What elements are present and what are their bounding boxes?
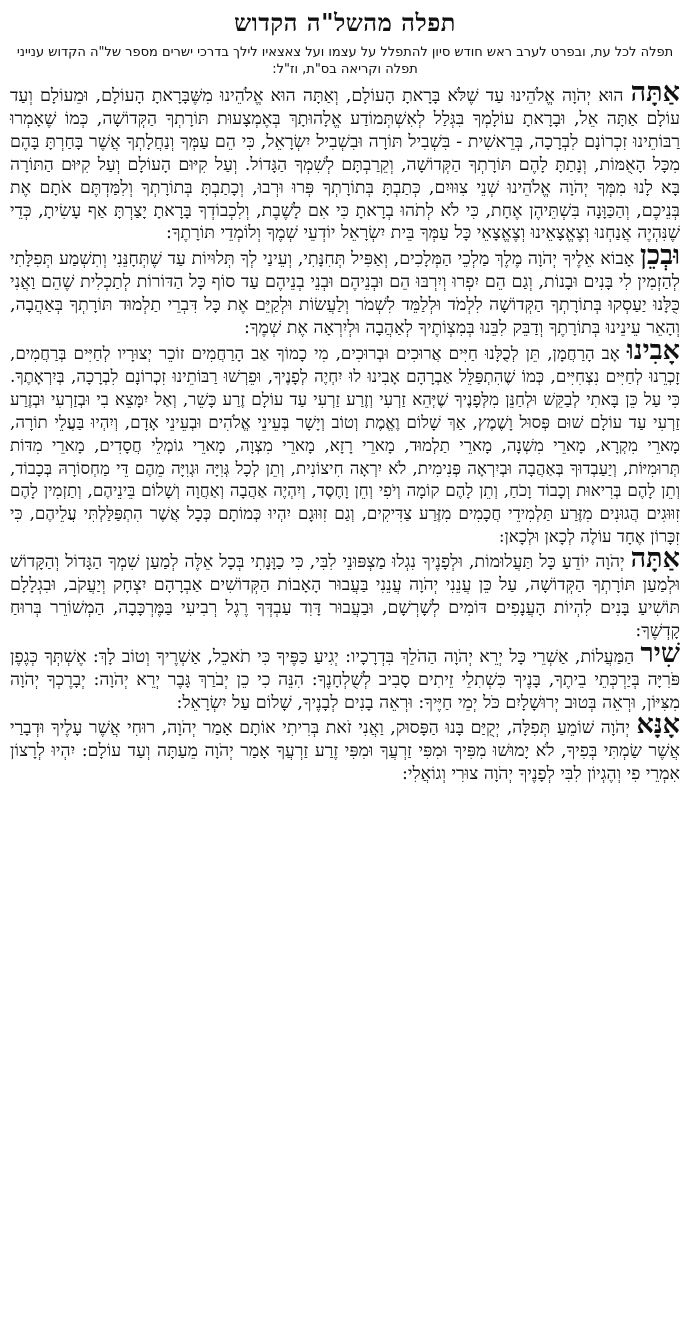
paragraph-text: אָב הָרַחֲמָן, תֵּן לְכֻלָּנוּ חַיִּים אֲרוּכִים וּבְרוּכִים, מִי כָמוֹךָ אַב הָרַחֲמִים זוֹכֵר יְצוּרָיו לְחַיִּים בְּרַחֲמִים, זָכְרֵנוּ לְחַיִּים נִצְחִיִּים, כְּמוֹ שֶׁהִתְפַּלֵּל אַבְרָהָם אָבִינוּ לוּ יִחְיֶה לְפָנֶיךָ, וּפֵרְשׁוּ רַבּוֹתֵינוּ זִכְרוֹנָם לִבְרָכָה, בְּיִרְאָתֶךָ. כִּי עַל כֵּן בָּאתִי לְבַקֵּשׁ וּלְחַנֵּן מִלְּפָנֶיךָ שֶׁיְּהֵא זַרְעִי וְזֶרַע זַרְעִי עַד עוֹלָם זֶרַע כָּשֵׁר, וְאַל יִמָּצֵא בִי וּבְזַרְעִי וּבְזֶרַע זַרְעִי עַד עוֹלָם שׁוּם פְּסוּל וָשֶׁמֶץ, אַךְ שָׁלוֹם וֶאֱמֶת וְטוֹב וְיָשָׁר בְּעֵינֵי אֱלֹהִים וּבְעֵינֵי אָדָם, וְיִהְיוּ בַּעֲלֵי תוֹרָה, מָארֵי מִקְרָא, מָארֵי מִשְׁנָה, מָארֵי תַלְמוּד, מָארֵי רָזָא, מָארֵי מִצְוָה, מָארֵי גוֹמְלֵי חֲסָדִים, מָארֵי מִדּוֹת תְּרוּמִיּוֹת, וְיַעַבְדוּךָ בְּאַהֲבָה וּבְיִרְאָה פְּנִימִית, לֹא יִרְאָה חִיצוֹנִית, וְתֵן לְכָל גְּוִיָּה וּגְוִיָּה מֵהֶם דֵּי מַחְסוֹרָהּ בְּכָבוֹד, וְתֵן לָהֶם בְּרִיאוּת וְכָבוֹד וָכֹחַ, וְתֵן לָהֶם קוֹמָה וְיֹפִי וְחֵן וָחֶסֶד, וְיִהְיֶה אַהֲבָה וְאַחֲוָה וְשָׁלוֹם בֵּינֵיהֶם, וְתַזְמִין לָהֶם זִוּוּגִים הֲגוּנִים מִזֶּרַע תַּלְמִידֵי חֲכָמִים מִזֶּרַע צַדִּיקִים, וְגַם זִוּוּגָם יִהְיוּ כְּמוֹתָם כְּכָל אֲשֶׁר הִתְפַּלַּלְתִּי עֲלֵיהֶם, כִּי זִכָּרוֹן אֶחָד עוֹלֶה לְכָאן וּלְכָאן:	[10, 342, 680, 547]
opening-word: שִׁיר	[640, 637, 680, 669]
page-title: תפלה מהשל"ה הקדוש	[234, 8, 456, 37]
paragraph-text: יְהֹוָה יוֹדֵעַ כָּל תַּעֲלוּמוֹת, וּלְפָנֶיךָ נִגְלוּ מַצְפּוּנֵי לִבִּי, כִּי כַוָּנָתִי בְּכָל אֵלֶּה לְמַעַן שִׁמְךָ הַגָּדוֹל וְהַקָּדוֹשׁ וּלְמַעַן תּוֹרָתְךָ הַקְּדוֹשָׁה, עַל כֵּן עֲנֵנִי יְהֹוָה עֲנֵנִי בַּעֲבוּר הָאָבוֹת הַקְּדוֹשִׁים אַבְרָהָם יִצְחָק וְיַעֲקֹב, וּבִגְלָלָם תּוֹשִׁיעַ בָּנִים לִהְיוֹת הָעֲנָפִים דּוֹמִים לְשָׁרְשָׁם, וּבַעֲבוּר דָּוִד עַבְדְּךָ רֶגֶל רְבִיעִי בַּמֶּרְכָּבָה, הַמְשׁוֹרֵר בְּרוּחַ קָדְשֶׁךָ:	[10, 552, 680, 641]
prayer-paragraph-2	[10, 240, 680, 340]
opening-word: אָנָּא	[636, 709, 680, 741]
paragraph-text: הַמַּעֲלוֹת, אַשְׁרֵי כָּל יְרֵא יְהֹוָה הַהֹלֵךְ בִּדְרָכָיו: יְגִיעַ כַּפֶּיךָ כִּי תֹאכֵל, אַשְׁרֶיךָ וְטוֹב לָךְ: אֶשְׁתְּךָ כְּגֶפֶן פֹּרִיָּה בְּיַרְכְּתֵי בֵיתֶךָ, בָּנֶיךָ כִּשְׁתִלֵי זֵיתִים סָבִיב לְשֻׁלְחָנֶךָ: הִנֵּה כִי כֵן יְבֹרַךְ גָּבֶר יְרֵא יְהֹוָה: יְבָרֶכְךָ יְהֹוָה מִצִּיּוֹן, וּרְאֵה בְּטוּב יְרוּשָׁלָיִם כֹּל יְמֵי חַיֶּיךָ: וּרְאֵה בָנִים לְבָנֶיךָ, שָׁלוֹם עַל יִשְׂרָאֵל:	[10, 646, 680, 713]
paragraph-text: הוּא יְהֹוָה אֱלֹהֵינוּ עַד שֶׁלֹּא בָּרָאתָ הָעוֹלָם, וְאַתָּה הוּא אֱלֹהֵינוּ מִשֶּׁבָּרָאתָ הָעוֹלָם, וּמֵעוֹלָם וְעַד עוֹלָם אַתָּה אֵל, וּבָרָאתָ עוֹלָמְךָ בִּגְּלַל לְאִשְׁתְּמוֹדַע אֱלָהוּתָךְ בְּאֶמְצָעוּת תּוֹרָתְךָ הַקְּדוֹשָׁה, כְּמוֹ שֶׁאָמְרוּ רַבּוֹתֵינוּ זִכְרוֹנָם לִבְרָכָה, בְּרֵאשִׁית - בִּשְׁבִיל תּוֹרָה וּבִשְׁבִיל יִשְׂרָאֵל, כִּי הֵם עַמְּךָ וְנַחֲלָתְךָ אֲשֶׁר בָּחַרְתָּ בָּהֶם מִכָּל הָאֻמּוֹת, וְנָתַתָּ לָהֶם תּוֹרָתְךָ הַקְּדוֹשָׁה, וְקֵרַבְתָּם לְשִׁמְךָ הַגָּדוֹל. וְעַל קִיּוּם הָעוֹלָם וְעַל קִיּוּם הַתּוֹרָה בָּא לָנוּ מִמְּךָ יְהֹוָה אֱלֹהֵינוּ שְׁנֵי צִוּוּיִם, כְּתַבְתָּ בְּתוֹרָתְךָ פְּרוּ וּרְבוּ, וְכָתַבְתָּ בְּתוֹרָתְךָ וְלִמַּדְתֶּם אֹתָם אֶת בְּנֵיכֶם, וְהַכַּוָּנָה בִּשְׁתֵּיהֶן אֶחָת, כִּי לֹא לְתֹהוּ בְרָאתָ כִּי אִם לָשֶׁבֶת, וְלִכְבוֹדְךָ בָּרָאתָ יָצַרְתָּ אַף עָשִׂיתָ, כְּדֵי שֶׁנִּהְיֶה אֲנַחְנוּ וְצֶאֱצָאֵינוּ וְצֶאֱצָאֵי כָּל עַמְּךָ בֵּית יִשְׂרָאֵל יוֹדְעֵי שְׁמֶךָ וְלוֹמְדֵי תּוֹרָתֶךָ:	[10, 86, 680, 244]
prayer-paragraph-5	[10, 637, 680, 715]
opening-word: וּבְכֵן	[639, 240, 680, 272]
intro-text: תפלה לכל עת, ובפרט לערב ראש חודש סיון להתפלל על עצמו ועל צאצאיו לילך בדרכי ישרים מספר של"ה הקדוש ענייני תפלה וקריאה בס"ת, וז"ל:	[16, 45, 674, 77]
prayer-paragraph-3	[10, 334, 680, 548]
opening-word: אָבִינוּ	[626, 334, 680, 366]
prayer-paragraph-6	[10, 709, 680, 786]
paragraph-text: אָבוֹא אֵלֶיךָ יְהֹוָה מֶלֶךְ מַלְכֵי הַמְּלָכִים, וְאַפִּיל תְּחִנָּתִי, וְעֵינַי לְךָ תְּלוּיוֹת עַד שֶׁתְּחָנֵּנִי וְתִשְׁמַע תְּפִלָּתִי לְהַזְמִין לִי בָּנִים וּבָנוֹת, וְגַם הֵם יִפְרוּ וְיִרְבּוּ הֵם וּבְנֵיהֶם וּבְנֵי בְנֵיהֶם עַד סוֹף כָּל הַדּוֹרוֹת לְתַכְלִית שֶׁהֵם וַאֲנִי כֻּלָּנוּ יַעַסְקוּ בְּתוֹרָתְךָ הַקְּדוֹשָׁה לִלְמֹד וּלְלַמֵּד לִשְׁמֹר וְלַעֲשׂוֹת וּלְקַיֵּם אֶת כָּל דִּבְרֵי תַלְמוּד תּוֹרָתְךָ בְּאַהֲבָה, וְהָאֵר עֵינֵינוּ בְּתוֹרָתֶךָ וְדַבֵּק לִבֵּנוּ בְּמִצְוֹתֶיךָ לְאַהֲבָה וּלְיִרְאָה אֶת שְׁמֶךָ:	[10, 249, 680, 339]
paragraph-text: יְהֹוָה שׁוֹמֵעַ תְּפִלָּה, יְקֻיַּם בָּנוּ הַפָּסוּק, וַאֲנִי זֹאת בְּרִיתִי אוֹתָם אָמַר יְהֹוָה, רוּחִי אֲשֶׁר עָלֶיךָ וּדְבָרַי אֲשֶׁר שַׂמְתִּי בְּפִיךָ, לֹא יָמוּשׁוּ מִפִּיךָ וּמִפִּי זַרְעֲךָ וּמִפִּי זֶרַע זַרְעֲךָ אָמַר יְהֹוָה מֵעַתָּה וְעַד עוֹלָם: יִהְיוּ לְרָצוֹן אִמְרֵי פִי וְהֶגְיוֹן לִבִּי לְפָנֶיךָ יְהֹוָה צוּרִי וְגוֹאֲלִי:	[10, 718, 680, 785]
prayer-paragraph-4	[10, 543, 680, 643]
opening-word: אַתָּה	[630, 77, 680, 108]
prayer-paragraph-1	[10, 77, 680, 245]
opening-word: אַתָּה	[630, 543, 680, 575]
